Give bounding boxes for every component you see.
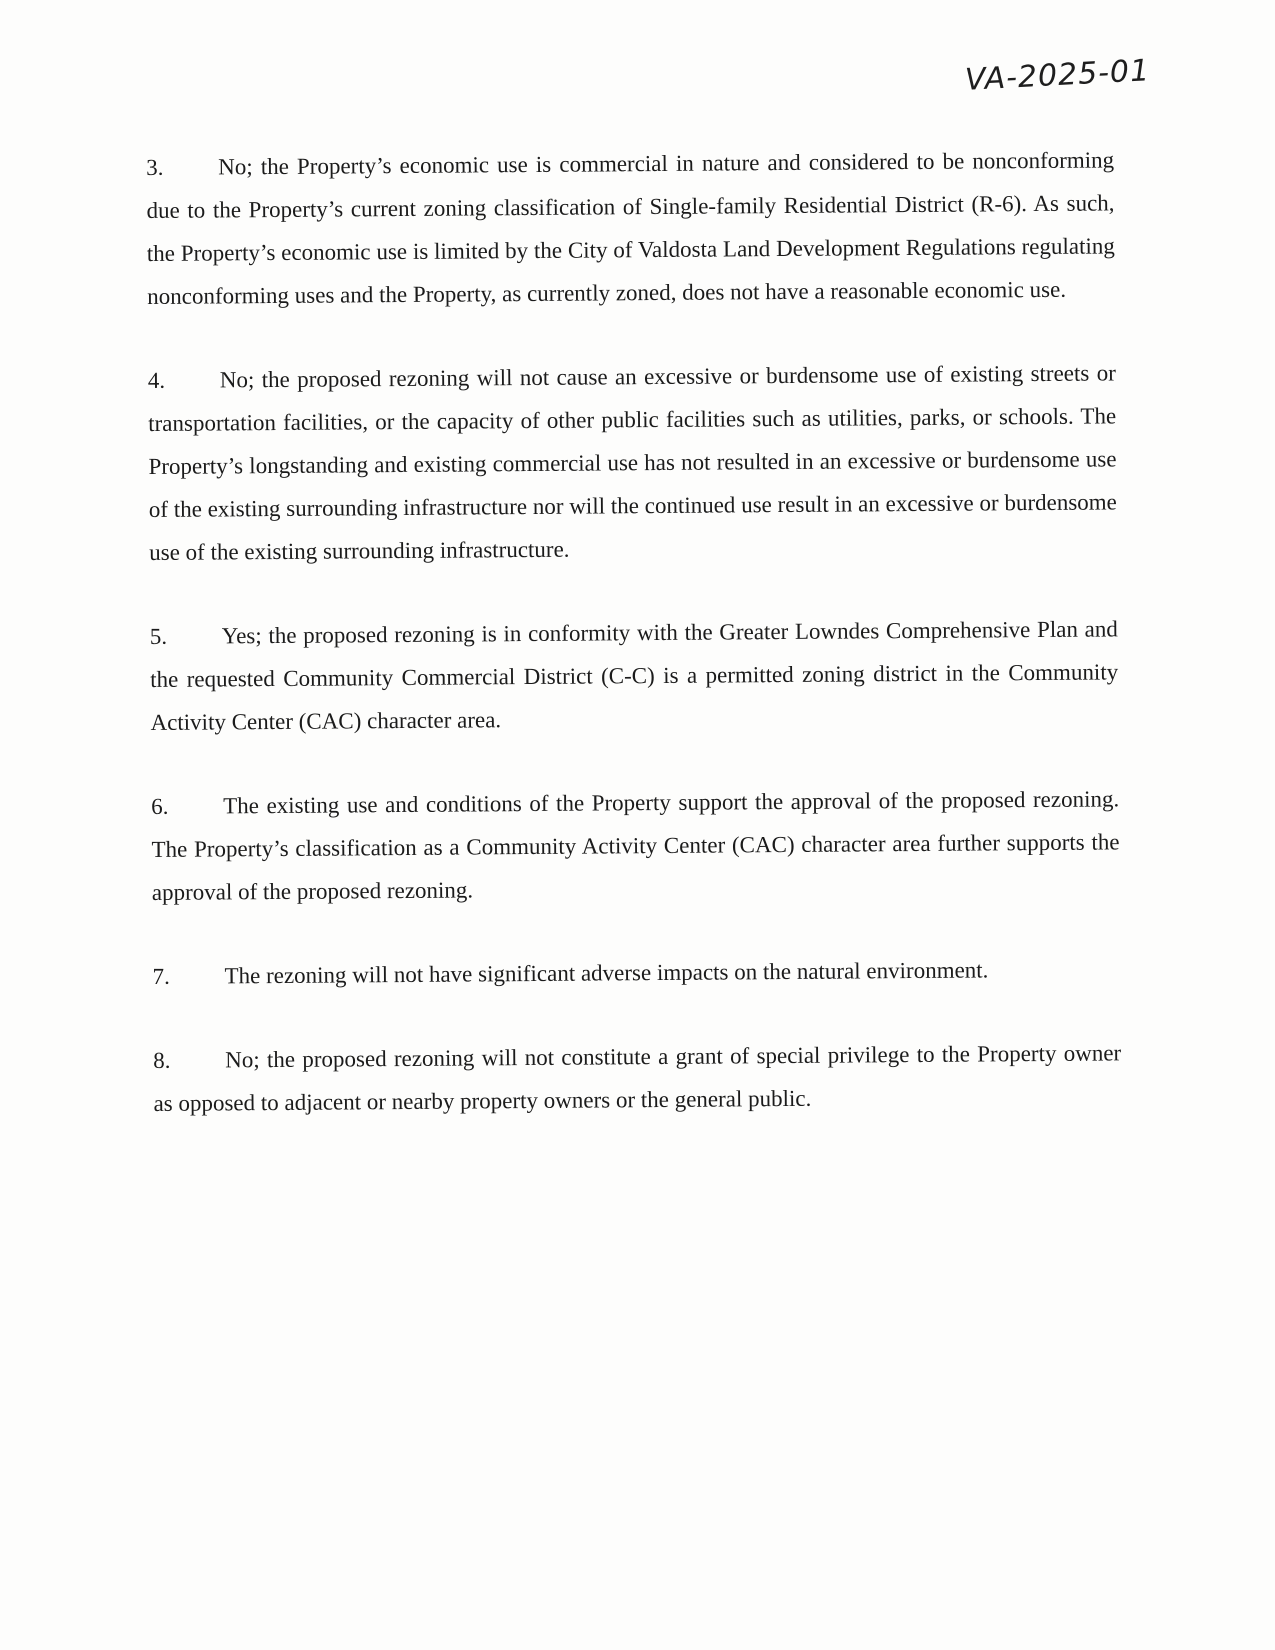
list-item <box>150 607 1119 744</box>
list-item <box>151 777 1120 914</box>
handwritten-case-number: VA-2025-01 <box>964 53 1151 98</box>
item-text: Yes; the proposed rezoning is in conformity with the Greater Lowndes Comprehensive Plan and the requested Community Commercial District (C-C) is a permitted zoning district in the Community Activity Center (CAC) character area. <box>150 616 1119 735</box>
item-number: 7. <box>152 963 170 989</box>
item-number: 8. <box>153 1047 171 1073</box>
list-item <box>146 138 1115 318</box>
item-text: No; the proposed rezoning will not cause an excessive or burdensome use of existing streets or transportation facilities, or the capacity of other public facilities such as utilities, parks, or schools. The Property’s longstanding and existing commercial use has not resulted in an excessive or burdensome use of the existing surrounding infrastructure nor will the continued use result in an excessive or burdensome use of the existing surrounding infrastructure. <box>148 360 1117 565</box>
item-text: The existing use and conditions of the Property support the approval of the proposed rezoning. The Property’s classification as a Community Activity Center (CAC) character area further supports the approval of the proposed rezoning. <box>151 786 1120 905</box>
item-number: 5. <box>149 623 168 649</box>
item-number: 4. <box>147 367 166 393</box>
item-text: The rezoning will not have significant adverse impacts on the natural environment. <box>224 957 989 989</box>
item-number: 3. <box>146 154 164 180</box>
item-text: No; the Property’s economic use is commercial in nature and considered to be nonconforming due to the Property’s current zoning classification of Single-family Residential District (R-6). As such, the Property’s economic use is limited by the City of Valdosta Land Development Regulations regulating nonconforming uses and the Property, as currently zoned, does not have a reasonable economic use. <box>146 147 1115 309</box>
item-number: 6. <box>151 793 169 819</box>
document-body <box>146 138 1122 1166</box>
item-text: No; the proposed rezoning will not constitute a grant of special privilege to the Property owner as opposed to adjacent or nearby property owners or the general public. <box>153 1040 1122 1116</box>
list-item <box>153 1031 1122 1125</box>
list-item <box>152 947 1120 998</box>
list-item <box>148 351 1118 574</box>
